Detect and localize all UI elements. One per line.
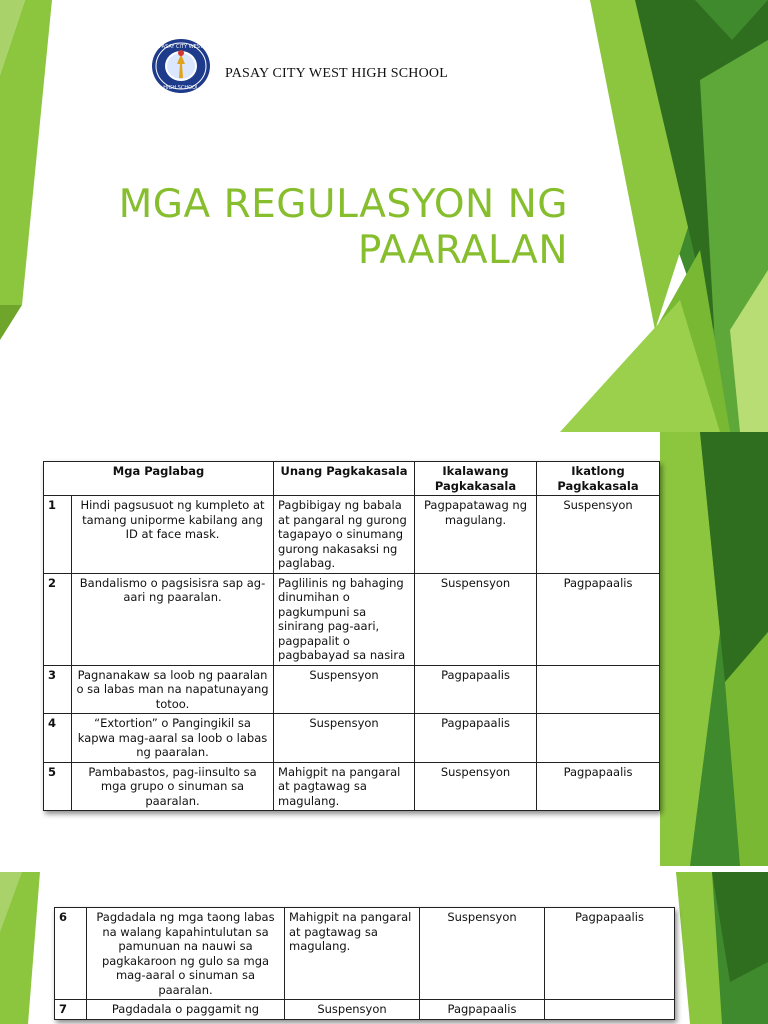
first-offense-cell: Suspensyon [285, 1000, 420, 1020]
second-offense-cell: Pagpapaalis [420, 1000, 545, 1020]
first-offense-cell: Pagbibigay ng babala at pangaral ng gurong tagapayo o sinumang gurong nakasaksi ng paglabag. [274, 496, 415, 574]
table-row [44, 496, 660, 574]
third-offense-cell [545, 1000, 675, 1020]
second-offense-cell: Pagpapatawag ng magulang. [415, 496, 537, 574]
table-row [44, 714, 660, 763]
violation-cell: Pambabastos, pag-iinsulto sa mga grupo o sinuman sa paaralan. [72, 762, 274, 811]
header-second-offense: Ikalawang Pagkakasala [415, 462, 537, 496]
first-offense-cell: Paglilinis ng bahaging dinumihan o pagkumpuni sa sinirang pag-aari, pagpapalit o pagbabayad sa nasira [274, 573, 415, 665]
table-row [44, 573, 660, 665]
title-line-2: PAARALAN [357, 228, 568, 273]
table-slide-continued [0, 872, 768, 1024]
title-line-1: MGA REGULASYON NG [118, 182, 568, 227]
school-name: PASAY CITY WEST HIGH SCHOOL [225, 66, 448, 81]
row-number: 1 [44, 496, 72, 574]
first-offense-cell: Mahigpit na pangaral at pagtawag sa magulang. [274, 762, 415, 811]
row-number: 4 [44, 714, 72, 763]
first-offense-cell: Mahigpit na pangaral at pagtawag sa magulang. [285, 908, 420, 1000]
row-number: 7 [55, 1000, 87, 1020]
violation-cell: Hindi pagsusuot ng kumpleto at tamang uniporme kabilang ang ID at face mask. [72, 496, 274, 574]
table-slide [0, 432, 768, 866]
third-offense-cell: Pagpapaalis [545, 908, 675, 1000]
third-offense-cell [537, 714, 660, 763]
violation-cell: Pagdadala ng mga taong labas na walang kapahintulutan sa pamunuan na nauwi sa pagkakaroon ng gulo sa mga mag-aaral o sinuman sa paaralan. [87, 908, 285, 1000]
table-row [55, 908, 675, 1000]
second-offense-cell: Suspensyon [415, 573, 537, 665]
header-violations: Mga Paglabag [44, 462, 274, 496]
first-offense-cell: Suspensyon [274, 714, 415, 763]
row-number: 3 [44, 665, 72, 714]
row-number: 6 [55, 908, 87, 1000]
violation-cell: Bandalismo o pagsisisra sap ag-aari ng paaralan. [72, 573, 274, 665]
second-offense-cell: Suspensyon [420, 908, 545, 1000]
title-slide [0, 0, 768, 432]
table-row [44, 665, 660, 714]
third-offense-cell [537, 665, 660, 714]
page-title [100, 182, 568, 274]
school-logo [151, 38, 211, 94]
violation-cell: “Extortion” o Pangingikil sa kapwa mag-aaral sa loob o labas ng paaralan. [72, 714, 274, 763]
first-offense-cell: Suspensyon [274, 665, 415, 714]
regulations-table-continued [54, 907, 675, 1020]
table-row [44, 762, 660, 811]
table-row [55, 1000, 675, 1020]
svg-text:HIGH SCHOOL: HIGH SCHOOL [163, 85, 199, 91]
table-header-row [44, 462, 660, 496]
header-first-offense: Unang Pagkakasala [274, 462, 415, 496]
third-offense-cell: Suspensyon [537, 496, 660, 574]
left-green-shard-dark [0, 305, 22, 340]
third-offense-cell: Pagpapaalis [537, 762, 660, 811]
svg-text:PASAY CITY WEST: PASAY CITY WEST [158, 44, 204, 50]
second-offense-cell: Pagpapaalis [415, 714, 537, 763]
regulations-table [43, 461, 660, 811]
header-third-offense: Ikatlong Pagkakasala [537, 462, 660, 496]
second-offense-cell: Suspensyon [415, 762, 537, 811]
violation-cell: Pagdadala o paggamit ng [87, 1000, 285, 1020]
violation-cell: Pagnanakaw sa loob ng paaralan o sa labas man na napatunayang totoo. [72, 665, 274, 714]
third-offense-cell: Pagpapaalis [537, 573, 660, 665]
row-number: 2 [44, 573, 72, 665]
second-offense-cell: Pagpapaalis [415, 665, 537, 714]
row-number: 5 [44, 762, 72, 811]
